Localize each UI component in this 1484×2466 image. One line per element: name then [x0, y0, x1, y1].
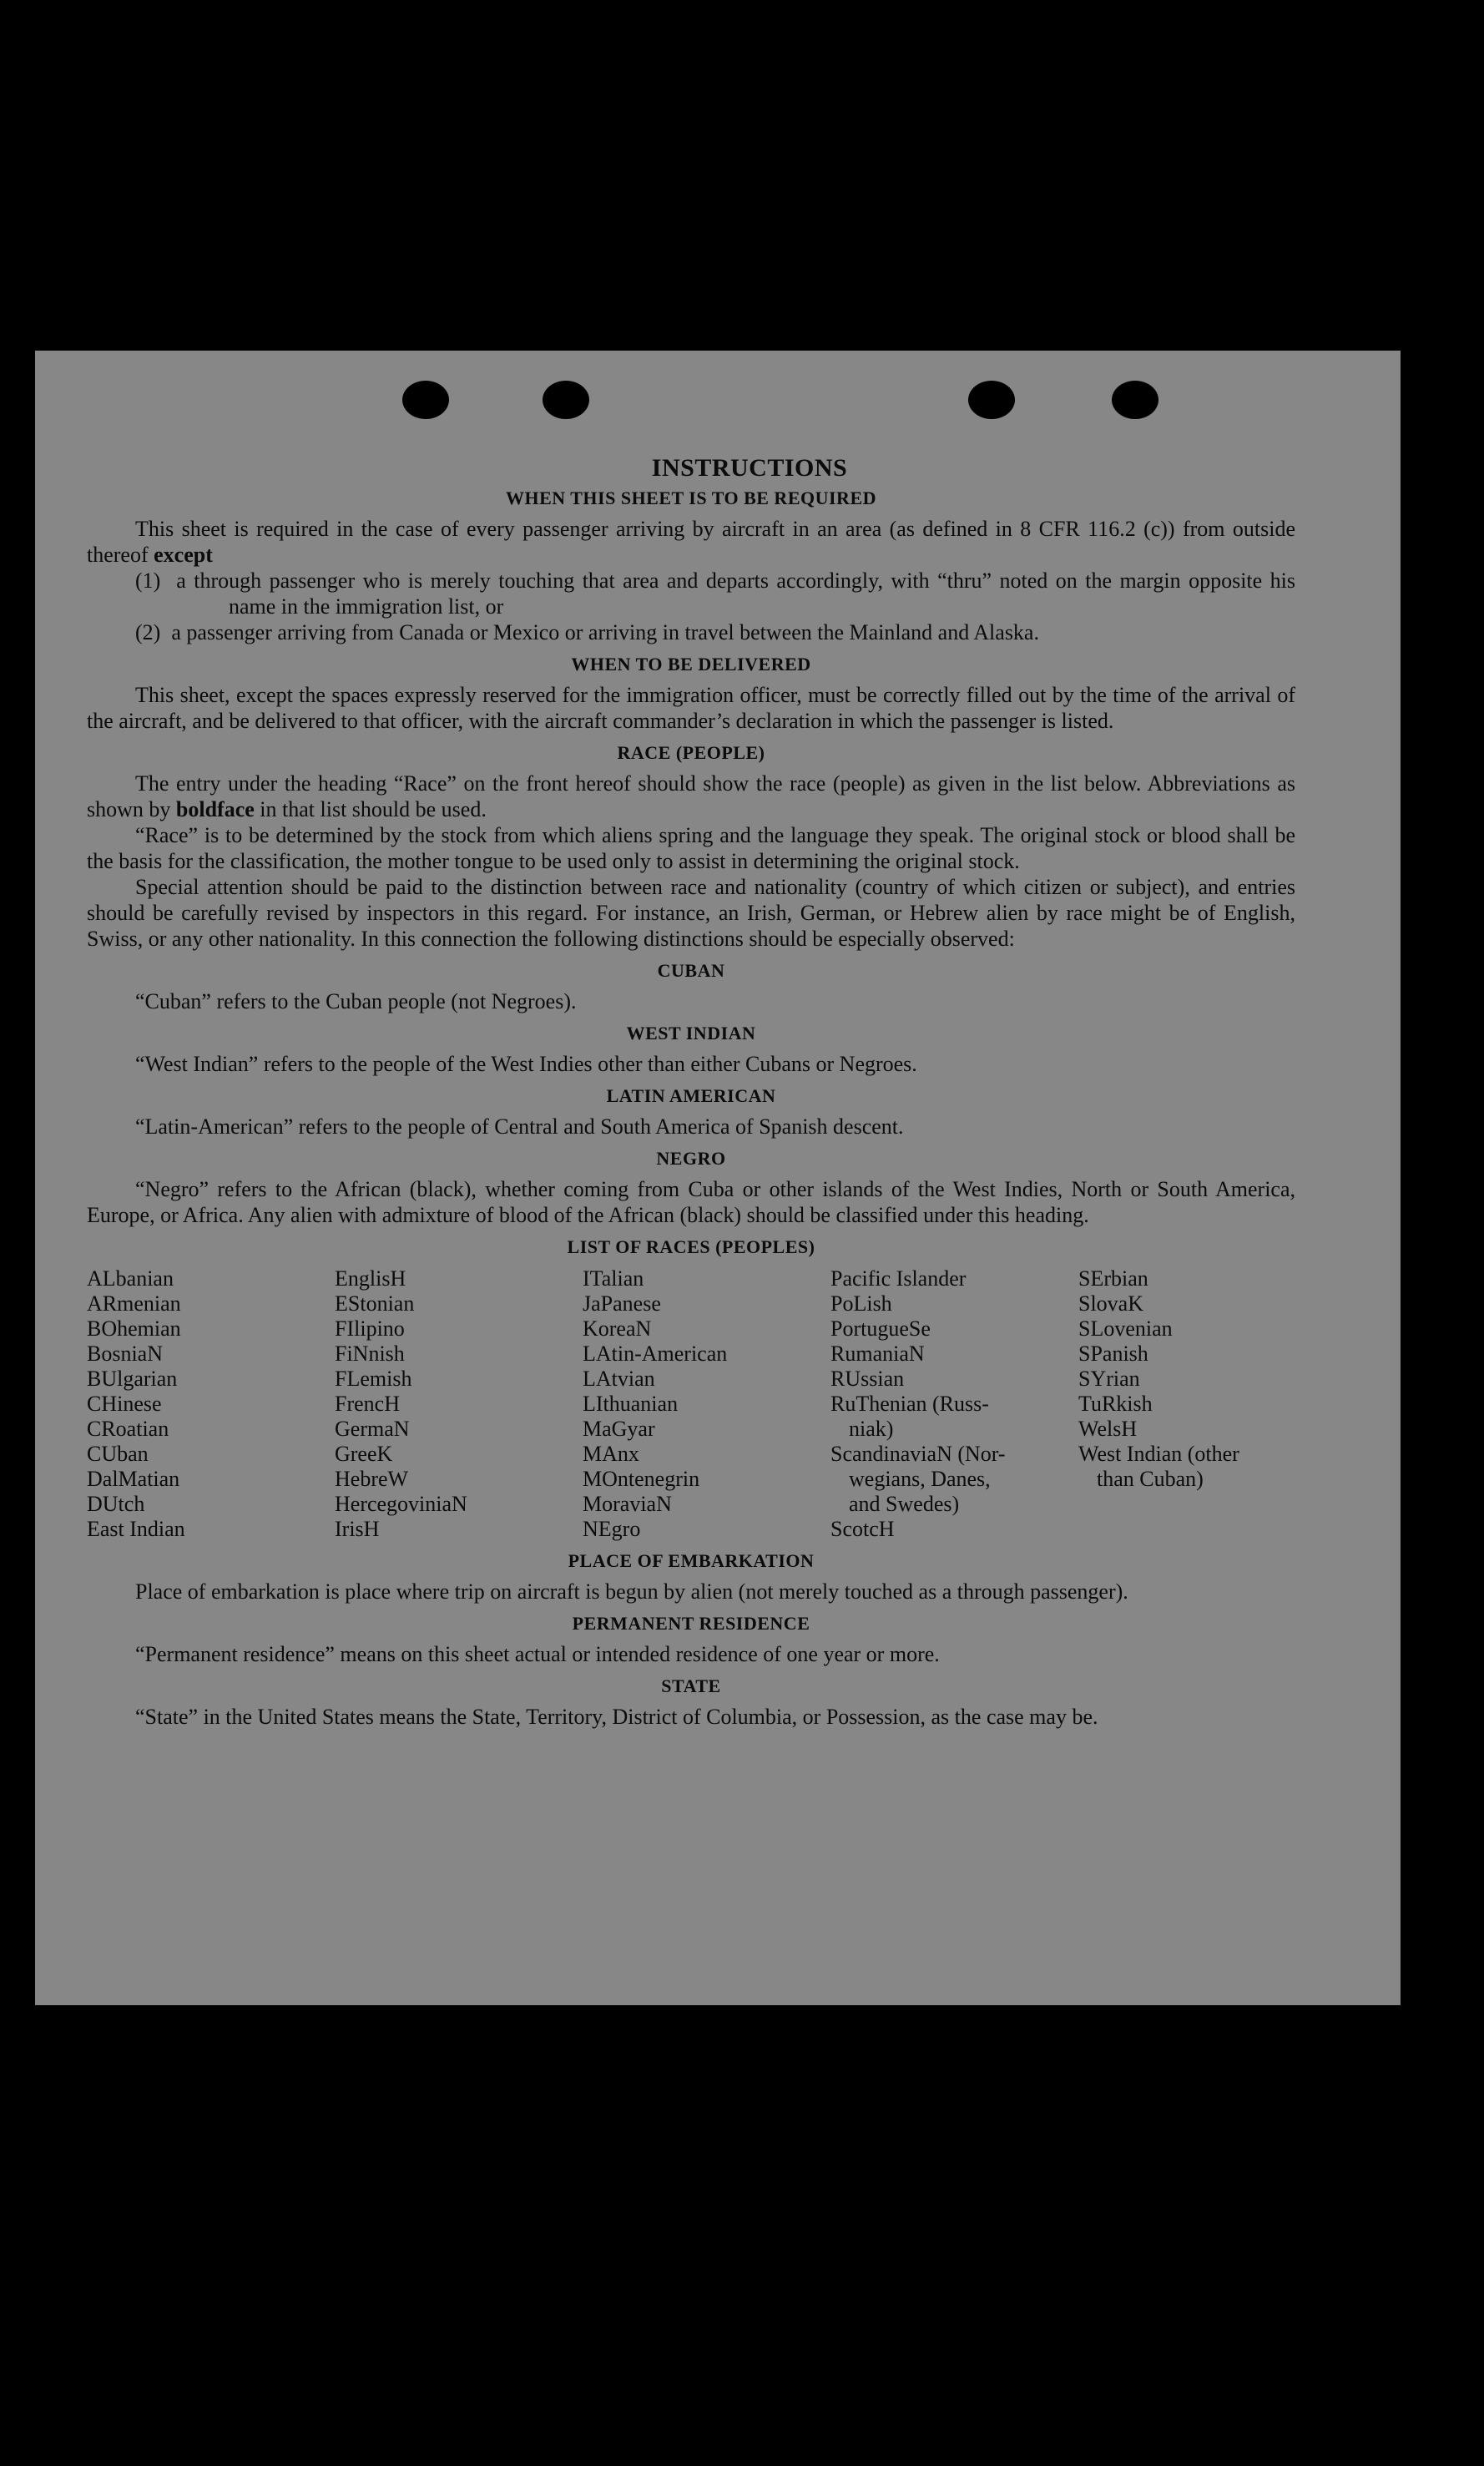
race-entry: CRoatian: [87, 1417, 169, 1441]
state-text: “State” in the United States means the State, Territory, District of Columbia, or Possession, as the case may be.: [135, 1705, 1098, 1729]
race-entry: PoLish: [830, 1291, 892, 1316]
race-entry: than Cuban): [1097, 1467, 1204, 1491]
race-entry: LIthuanian: [583, 1392, 679, 1416]
heading-negro: NEGRO: [656, 1148, 726, 1169]
race-entry: Pacific Islander: [830, 1266, 967, 1291]
race-entry: BUlgarian: [87, 1367, 178, 1391]
race-entry: MOntenegrin: [583, 1467, 700, 1491]
race-entry: NEgro: [583, 1517, 641, 1541]
when-required-item-1: (1) a through passenger who is merely touching that area and departs accordingly, with “thru” noted on the margin opposite his name in the immigration list, or: [135, 568, 1295, 619]
instruction-sheet: [35, 351, 1401, 2005]
race-entry: GermaN: [335, 1417, 410, 1441]
punch-hole: [402, 381, 449, 419]
heading-race: RACE (PEOPLE): [617, 742, 765, 763]
race-entry: SYrian: [1078, 1367, 1140, 1391]
races-list: [87, 1266, 1295, 1542]
latin-american-text: “Latin-American” refers to the people of Central and South America of Spanish descent.: [135, 1114, 904, 1139]
race-entry: MAnx: [583, 1442, 639, 1466]
heading-state: STATE: [661, 1675, 721, 1696]
race-entry: ScandinaviaN (Nor-: [830, 1442, 1006, 1466]
heading-embarkation: PLACE OF EMBARKATION: [568, 1550, 815, 1571]
heading-west-indian: WEST INDIAN: [626, 1023, 756, 1044]
race-entry: RumaniaN: [830, 1342, 925, 1366]
race-entry: GreeK: [335, 1442, 393, 1466]
page-title: INSTRUCTIONS: [651, 454, 848, 482]
race-entry: FiNnish: [335, 1342, 405, 1366]
races-column-2: [335, 1266, 583, 1542]
race-entry: JaPanese: [583, 1291, 661, 1316]
race-entry: wegians, Danes,: [849, 1467, 991, 1491]
race-entry: IrisH: [335, 1517, 380, 1541]
race-paragraph-2: “Race” is to be determined by the stock from which aliens spring and the language they speak. The original stock or blood shall be the basis for the classification, the mother tongue to be used only to assist in determining the original stock.: [87, 823, 1295, 873]
race-entry: ALbanian: [87, 1266, 174, 1291]
cuban-text: “Cuban” refers to the Cuban people (not Negroes).: [135, 989, 577, 1013]
race-entry: BosniaN: [87, 1342, 163, 1366]
race-entry: ITalian: [583, 1266, 644, 1291]
when-required-item-2: (2) a passenger arriving from Canada or Mexico or arriving in travel between the Mainland and Alaska.: [135, 620, 1039, 644]
races-column-3: [583, 1266, 830, 1542]
heading-when-required: WHEN THIS SHEET IS TO BE REQUIRED: [505, 488, 877, 508]
race-entry: FLemish: [335, 1367, 412, 1391]
punch-hole: [1112, 381, 1158, 419]
race-entry: LAtin-American: [583, 1342, 728, 1366]
west-indian-text: “West Indian” refers to the people of the West Indies other than either Cubans or Negroes.: [135, 1052, 917, 1076]
race-entry: LAtvian: [583, 1367, 655, 1391]
races-column-1: [87, 1266, 335, 1542]
races-column-4: [830, 1266, 1078, 1542]
punch-hole: [543, 381, 589, 419]
race-entry: PortugueSe: [830, 1316, 931, 1341]
race-entry: SlovaK: [1078, 1291, 1143, 1316]
race-entry: DalMatian: [87, 1467, 180, 1491]
race-entry: CUban: [87, 1442, 149, 1466]
race-paragraph-3: Special attention should be paid to the distinction between race and nationality (country of which citizen or subject), and entries should be carefully revised by inspectors in this regard. For instance, an Irish, German, or Hebrew alien by race might be of English, Swiss, or any other nationality. In this connection the following distinctions should be especially observed:: [87, 875, 1295, 951]
race-entry: MaGyar: [583, 1417, 655, 1441]
race-entry: EStonian: [335, 1291, 415, 1316]
heading-cuban: CUBAN: [657, 960, 725, 981]
race-entry: SErbian: [1078, 1266, 1148, 1291]
races-column-5: [1078, 1266, 1327, 1542]
race-entry: CHinese: [87, 1392, 162, 1416]
when-delivered-text: This sheet, except the spaces expressly reserved for the immigration officer, must be correctly filled out by the time of the arrival of the aircraft, and be delivered to that officer, with the aircraft commander’s declaration in which the passenger is listed.: [87, 683, 1295, 733]
race-entry: SLovenian: [1078, 1316, 1173, 1341]
race-entry: niak): [849, 1417, 894, 1441]
negro-text: “Negro” refers to the African (black), whether coming from Cuba or other islands of the West Indies, North or South America, Europe, or Africa. Any alien with admixture of blood of the African (black) should be classified under this heading.: [87, 1177, 1295, 1227]
race-entry: HercegoviniaN: [335, 1492, 467, 1516]
race-entry: West Indian (other: [1078, 1442, 1239, 1466]
race-entry: KoreaN: [583, 1316, 652, 1341]
race-entry: MoraviaN: [583, 1492, 672, 1516]
race-entry: SPanish: [1078, 1342, 1148, 1366]
punch-hole: [968, 381, 1015, 419]
residence-text: “Permanent residence” means on this sheet actual or intended residence of one year or more.: [135, 1642, 940, 1666]
race-entry: DUtch: [87, 1492, 145, 1516]
race-entry: ARmenian: [87, 1291, 181, 1316]
race-entry: HebreW: [335, 1467, 409, 1491]
race-entry: East Indian: [87, 1517, 185, 1541]
heading-latin-american: LATIN AMERICAN: [606, 1085, 776, 1106]
heading-when-delivered: WHEN TO BE DELIVERED: [571, 654, 811, 675]
race-entry: BOhemian: [87, 1316, 181, 1341]
race-entry: RuThenian (Russ-: [830, 1392, 989, 1416]
heading-list-of-races: LIST OF RACES (PEOPLES): [567, 1236, 815, 1257]
race-entry: and Swedes): [849, 1492, 960, 1516]
race-entry: TuRkish: [1078, 1392, 1153, 1416]
race-entry: EnglisH: [335, 1266, 406, 1291]
embarkation-text: Place of embarkation is place where trip on aircraft is begun by alien (not merely touched as a through passenger).: [135, 1579, 1128, 1604]
race-entry: ScotcH: [830, 1517, 895, 1541]
race-paragraph-1: The entry under the heading “Race” on the front hereof should show the race (people) as given in the list below. Abbreviations as shown by boldface in that list should be used.: [87, 771, 1295, 821]
race-entry: FrencH: [335, 1392, 400, 1416]
race-entry: RUssian: [830, 1367, 905, 1391]
when-required-intro: This sheet is required in the case of every passenger arriving by aircraft in an area (as defined in 8 CFR 116.2 (c)) from outside thereof except: [87, 517, 1295, 567]
race-entry: FIlipino: [335, 1316, 405, 1341]
heading-permanent-residence: PERMANENT RESIDENCE: [572, 1613, 810, 1634]
race-entry: WelsH: [1078, 1417, 1138, 1441]
